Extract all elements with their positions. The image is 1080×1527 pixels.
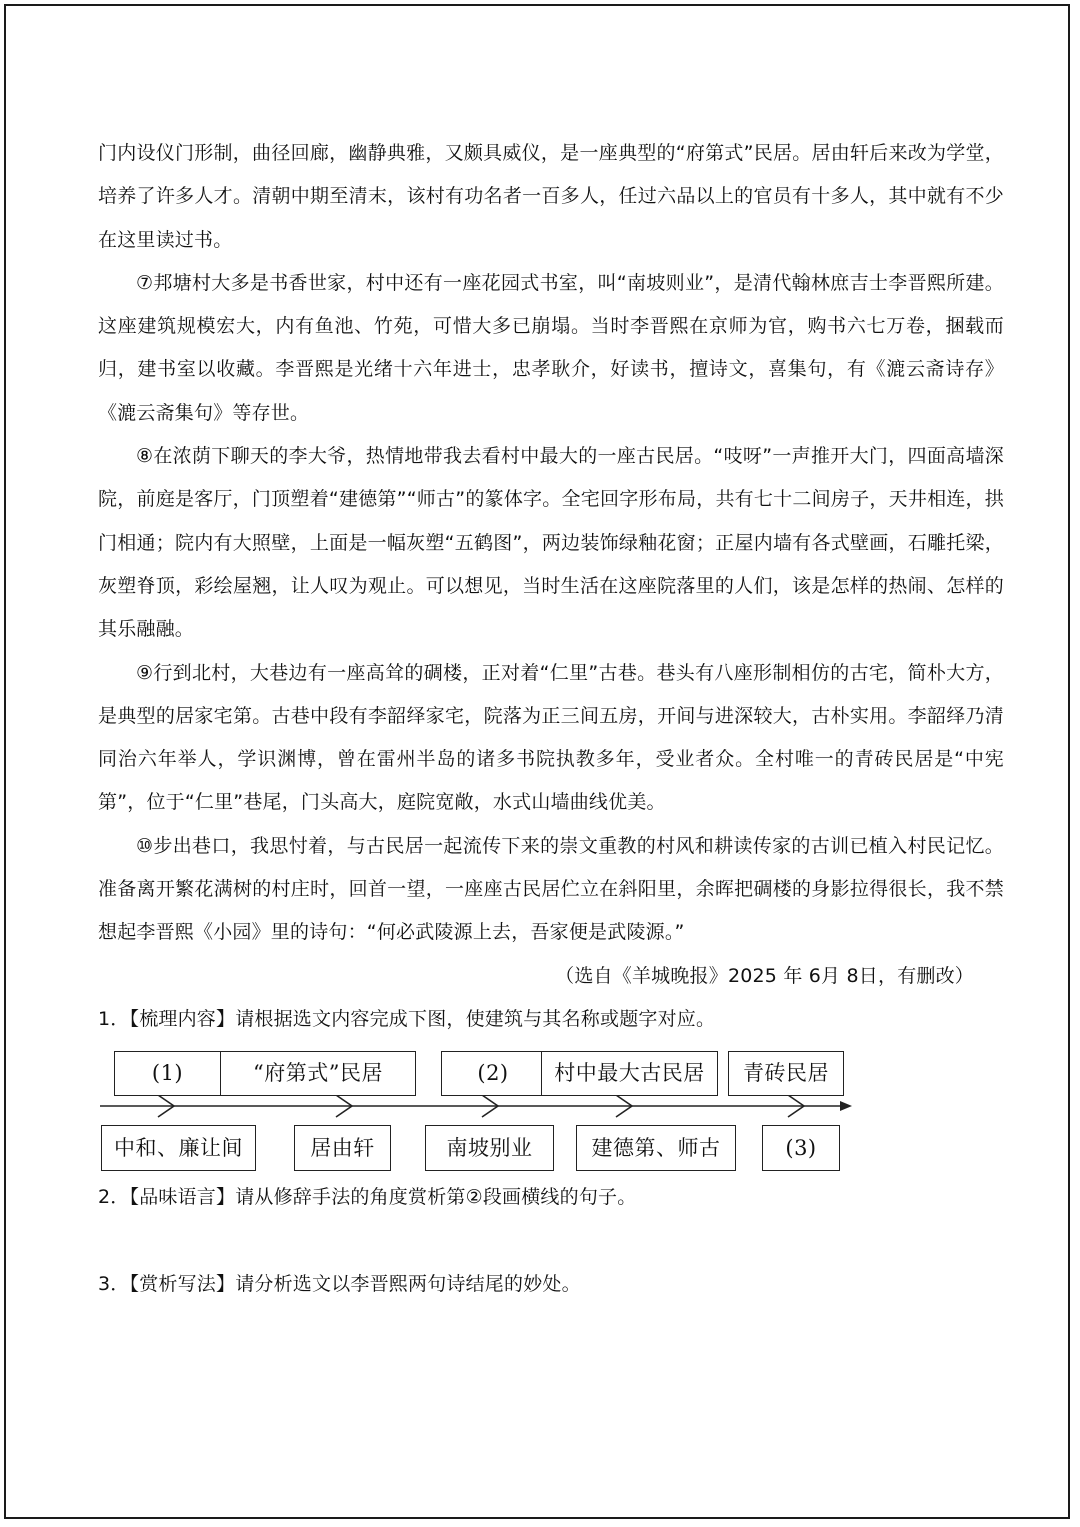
diagram-bottom-box-2: 居由轩 <box>294 1125 391 1171</box>
paragraph-10: ⑩步出巷口，我思忖着，与古民居一起流传下来的崇文重教的村风和耕读传家的古训已植入村民记忆。准备离开繁花满树的村庄时，回首一望，一座座古民居伫立在斜阳里，余晖把碉楼的身影拉得很长，我不禁想起李晋熙《小园》里的诗句：“何必武陵源上去，吾家便是武陵源。” <box>98 834 1004 944</box>
diagram-top-box-1: (1) <box>114 1051 221 1096</box>
diagram-top-box-4: 村中最大古民居 <box>541 1051 718 1096</box>
source-citation: （选自《羊城晚报》2025 年 6月 8日，有删改） <box>555 964 974 987</box>
diagram-bottom-box-4: 建德第、师古 <box>576 1125 736 1171</box>
question-2: 2．【品味语言】请从修辞手法的角度赏析第②段画横线的句子。 <box>98 1186 637 1209</box>
paragraph-9: ⑨行到北村，大巷边有一座高耸的碉楼，正对着“仁里”古巷。巷头有八座形制相仿的古宅，简朴大方，是典型的居家宅第。古巷中段有李韶绎家宅，院落为正三间五房，开间与进深较大，古朴实用。李韶绎乃清同治六年举人，学识渊博，曾在雷州半岛的诸多书院执教多年，受业者众。全村唯一的青砖民居是“中宪第”，位于“仁里”巷尾，门头高大，庭院宽敞，水式山墙曲线优美。 <box>98 661 1004 814</box>
diagram-top-box-2: “府第式”民居 <box>220 1051 416 1096</box>
diagram-top-box-3: (2) <box>441 1051 545 1096</box>
timeline-arrowhead <box>840 1101 852 1111</box>
paragraph-continued: 门内设仪门形制，曲径回廊，幽静典雅，又颇具威仪，是一座典型的“府第式”民居。居由轩后来改为学堂，培养了许多人才。清朝中期至清末，该村有功名者一百多人，任过六品以上的官员有十多人，其中就有不少在这里读过书。 <box>98 142 1004 251</box>
paragraph-8: ⑧在浓荫下聊天的李大爷，热情地带我去看村中最大的一座古民居。“吱呀”一声推开大门，四面高墙深院，前庭是客厅，门顶塑着“建德第”“师古”的篆体字。全宅回字形布局，共有七十二间房子，天井相连，拱门相通；院内有大照壁，上面是一幅灰塑“五鹤图”，两边装饰绿釉花窗；正屋内墙有各式壁画，石雕托梁，灰塑脊顶，彩绘屋翘，让人叹为观止。可以想见，当时生活在这座院落里的人们，该是怎样的热闹、怎样的其乐融融。 <box>98 445 1004 641</box>
building-name-diagram <box>98 1051 858 1176</box>
diagram-bottom-box-1: 中和、廉让间 <box>101 1125 256 1171</box>
paragraph-7: ⑦邦塘村大多是书香世家，村中还有一座花园式书室，叫“南坡则业”，是清代翰林庶吉士李晋熙所建。这座建筑规模宏大，内有鱼池、竹苑，可惜大多已崩塌。当时李晋熙在京师为官，购书六七万卷，捆载而归，建书室以收藏。李晋熙是光绪十六年进士，忠孝耿介，好读书，擅诗文，喜集句，有《漉云斋诗存》《漉云斋集句》等存世。 <box>98 271 1004 424</box>
question-3: 3．【赏析写法】请分析选文以李晋熙两句诗结尾的妙处。 <box>98 1272 581 1295</box>
diagram-top-box-5: 青砖民居 <box>728 1051 844 1096</box>
diagram-bottom-box-5: (3) <box>762 1125 840 1171</box>
question-1: 1．【梳理内容】请根据选文内容完成下图，使建筑与其名称或题字对应。 <box>98 1007 716 1030</box>
document-body <box>98 132 1004 1306</box>
diagram-bottom-box-3: 南坡别业 <box>425 1125 554 1171</box>
